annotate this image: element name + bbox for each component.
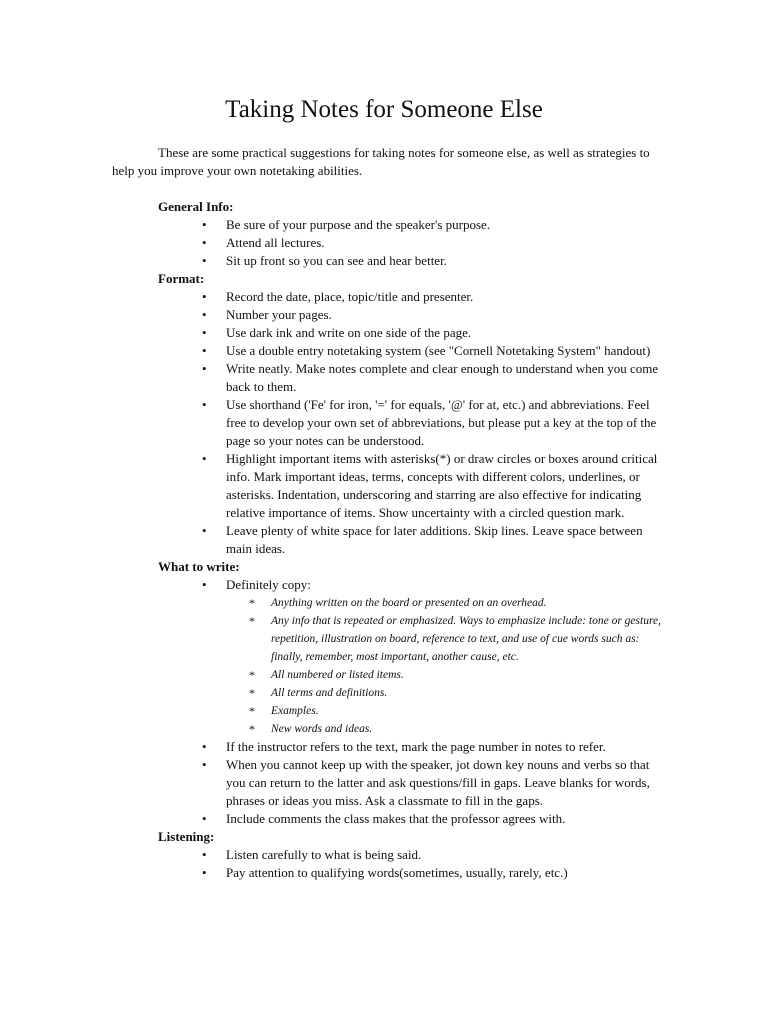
bullet-icon: • [202, 361, 207, 376]
bullet-icon: • [202, 307, 207, 322]
bullet-icon: • [202, 235, 207, 250]
section-heading-general: General Info: [158, 199, 234, 214]
list-item: • Pay attention to qualifying words(sometimes, usually, rarely, etc.) [202, 865, 568, 880]
bullet-icon: • [202, 397, 207, 412]
list-item: • Number your pages. [202, 307, 332, 322]
bullet-icon: • [202, 757, 207, 772]
bullet-icon: • [202, 523, 207, 538]
section-heading-what-to-write: What to write: [158, 559, 240, 574]
list-item: • Be sure of your purpose and the speaker's purpose. [202, 217, 491, 232]
asterisk-icon: * [249, 668, 255, 682]
list-item: • Record the date, place, topic/title and presenter. [202, 289, 474, 304]
bullet-icon: • [202, 217, 207, 232]
bullet-icon: • [202, 811, 207, 826]
bullet-icon: • [202, 865, 207, 880]
general-list [158, 216, 663, 270]
list-item: • When you cannot keep up with the speaker, jot down key nouns and verbs so that you can return to the latter and ask questions/fill in gaps. Leave blanks for words, phrases or ideas you miss. Ask a classmate to fill in the gaps. [202, 757, 650, 808]
list-item: • Use a double entry notetaking system (see "Cornell Notetaking System" handout) [202, 343, 651, 358]
list-item: • Leave plenty of white space for later additions. Skip lines. Leave space between main ideas. [202, 523, 643, 556]
bullet-icon: • [202, 451, 207, 466]
list-item: • Use dark ink and write on one side of the page. [202, 325, 472, 340]
list-item: • Use shorthand ('Fe' for iron, '=' for equals, '@' for at, etc.) and abbreviations. Feel free to develop your own set of abbreviations, but please put a key at the top of the page so your notes can be understood. [202, 397, 657, 448]
format-list [158, 288, 663, 558]
what-to-write-list [158, 576, 663, 828]
bullet-icon: • [202, 847, 207, 862]
section-heading-format: Format: [158, 271, 205, 286]
listening-list [158, 846, 663, 882]
bullet-icon: • [202, 739, 207, 754]
asterisk-icon: * [249, 704, 255, 718]
sub-list-item: * New words and ideas. [249, 722, 373, 736]
sub-list-item: * All numbered or listed items. [249, 668, 404, 682]
notes-content [158, 198, 663, 882]
copy-sublist [226, 594, 663, 738]
sub-list-item: * Anything written on the board or presented on an overhead. [249, 596, 547, 610]
list-item: • Highlight important items with asterisks(*) or draw circles or boxes around critical info. Mark important ideas, terms, concepts with different colors, underlines, or asterisks. Indentation, underscoring and starring are also effective for indicating relative importance of items. Show uncertainty with a circled question mark. [202, 451, 658, 520]
asterisk-icon: * [249, 596, 255, 610]
bullet-icon: • [202, 577, 207, 592]
sub-list-item: * Examples. [249, 704, 319, 718]
list-item: • Attend all lectures. [202, 235, 325, 250]
asterisk-icon: * [249, 722, 255, 736]
sub-list-item: * All terms and definitions. [249, 686, 388, 700]
asterisk-icon: * [249, 686, 255, 700]
list-item: • Write neatly. Make notes complete and clear enough to understand when you come back to them. [202, 361, 659, 394]
bullet-icon: • [202, 325, 207, 340]
list-item: • Sit up front so you can see and hear better. [202, 253, 447, 268]
list-item: • Definitely copy: * Anything written on the board or presented on an overhead. * Any info that is repeated or emphasized. Ways to emphasize include: tone or gesture, repetition, illustration on board, reference to text, and use of cue words such as: finally, remember, most important, another cause, etc. * All numbered or listed items. * All terms and definitions. * Examples. * New words and ideas. [158, 576, 663, 738]
sub-list-item: * Any info that is repeated or emphasized. Ways to emphasize include: tone or gesture, repetition, illustration on board, reference to text, and use of cue words such as: finally, remember, most important, another cause, etc. [249, 614, 661, 663]
intro-paragraph: These are some practical suggestions for taking notes for someone else, as well as strategies to help you improve your own notetaking abilities. [112, 145, 650, 178]
bullet-icon: • [202, 343, 207, 358]
list-item: • Include comments the class makes that the professor agrees with. [202, 811, 566, 826]
asterisk-icon: * [249, 614, 255, 628]
bullet-icon: • [202, 253, 207, 268]
list-item: • Listen carefully to what is being said. [202, 847, 422, 862]
bullet-icon: • [202, 289, 207, 304]
list-item: • If the instructor refers to the text, mark the page number in notes to refer. [202, 739, 606, 754]
page-title: Taking Notes for Someone Else [225, 96, 543, 123]
section-heading-listening: Listening: [158, 829, 215, 844]
